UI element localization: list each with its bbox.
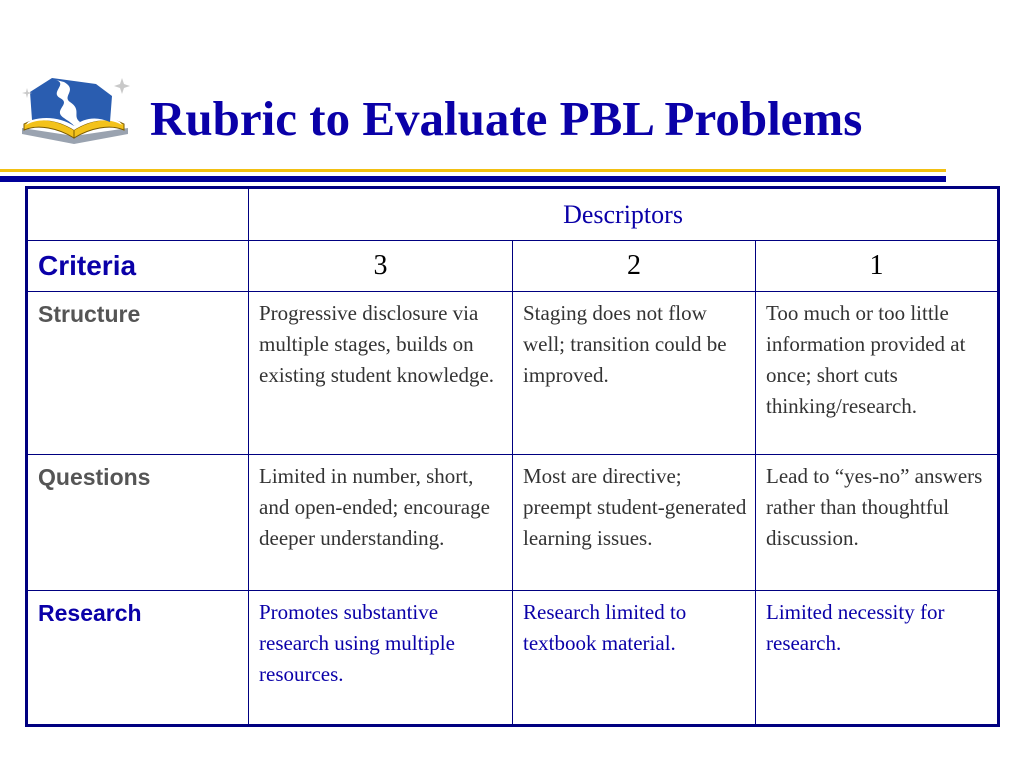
score-2-header: 2 (513, 241, 756, 292)
score-3-header: 3 (249, 241, 513, 292)
open-book-road-icon (16, 70, 134, 162)
row-label-questions: Questions (27, 455, 249, 591)
criteria-header: Criteria (27, 241, 249, 292)
corner-cell (27, 188, 249, 241)
table-row-structure (27, 292, 999, 455)
table-row-questions (27, 455, 999, 591)
score-header-row (27, 241, 999, 292)
descriptor-cell: Limited in number, short, and open-ended; encourage deeper understanding. (249, 455, 513, 591)
descriptor-cell: Progressive disclosure via multiple stages, builds on existing student knowledge. (249, 292, 513, 455)
row-label-research: Research (27, 591, 249, 726)
descriptors-header-row (27, 188, 999, 241)
table-row-research (27, 591, 999, 726)
descriptors-header: Descriptors (249, 188, 999, 241)
score-1-header: 1 (756, 241, 999, 292)
gold-divider (0, 169, 946, 172)
descriptor-cell: Most are directive; preempt student-generated learning issues. (513, 455, 756, 591)
navy-divider (0, 176, 946, 182)
descriptor-cell: Limited necessity for research. (756, 591, 999, 726)
descriptor-cell: Lead to “yes-no” answers rather than thoughtful discussion. (756, 455, 999, 591)
descriptor-cell: Research limited to textbook material. (513, 591, 756, 726)
row-label-structure: Structure (27, 292, 249, 455)
rubric-table (25, 186, 1000, 727)
descriptor-cell: Staging does not flow well; transition could be improved. (513, 292, 756, 455)
slide-title: Rubric to Evaluate PBL Problems (150, 91, 863, 146)
descriptor-cell: Promotes substantive research using multiple resources. (249, 591, 513, 726)
descriptor-cell: Too much or too little information provided at once; short cuts thinking/research. (756, 292, 999, 455)
